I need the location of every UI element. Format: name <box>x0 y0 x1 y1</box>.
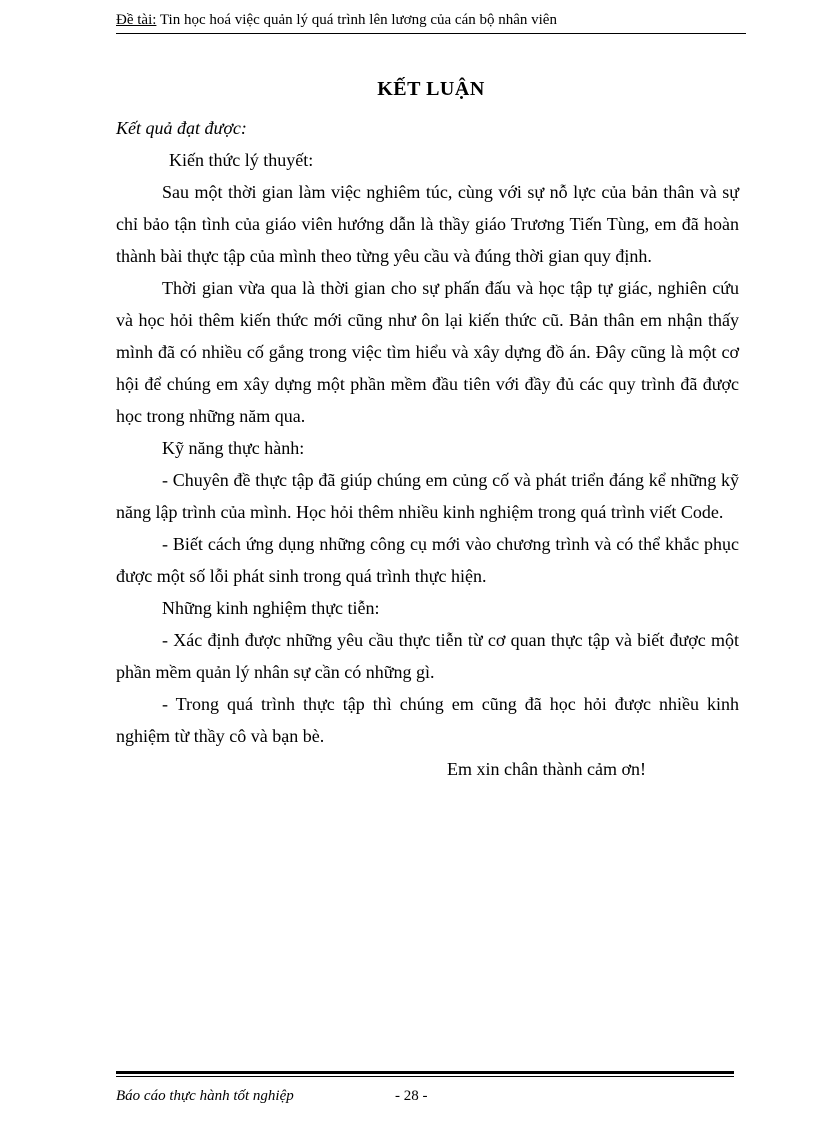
theory-heading: Kiến thức lý thuyết: <box>169 150 314 170</box>
header-topic: Tin học hoá việc quản lý quá trình lên lương của cán bộ nhân viên <box>156 12 557 28</box>
experience-paragraph-1: - Xác định được những yêu cầu thực tiễn từ cơ quan thực tập và biết được một phần mềm quản lý nhân sự cần có những gì. <box>116 630 739 682</box>
header-label: Đề tài: <box>116 12 157 28</box>
experience-paragraph-2: - Trong quá trình thực tập thì chúng em cũng đã học hỏi được nhiều kinh nghiệm từ thầy cô và bạn bè. <box>116 694 739 746</box>
theory-paragraph-1: Sau một thời gian làm việc nghiêm túc, cùng với sự nỗ lực của bản thân và sự chỉ bảo tận tình của giáo viên hướng dẫn là thầy giáo Trương Tiến Tùng, em đã hoàn thành bài thực tập của mình theo từng yêu cầu và đúng thời gian quy định. <box>116 182 739 266</box>
page-header <box>116 10 746 30</box>
skills-heading: Kỹ năng thực hành: <box>162 438 305 458</box>
header-rule <box>116 33 746 34</box>
skills-paragraph-1: - Chuyên đề thực tập đã giúp chúng em củng cố và phát triển đáng kể những kỹ năng lập trình của mình. Học hỏi thêm nhiều kinh nghiệm trong quá trình viết Code. <box>116 470 739 522</box>
footer-report-title: Báo cáo thực hành tốt nghiệp <box>116 1088 294 1104</box>
results-heading: Kết quả đạt được: <box>116 118 247 138</box>
skills-paragraph-2: - Biết cách ứng dụng những công cụ mới vào chương trình và có thể khắc phục được một số lỗi phát sinh trong quá trình thực hiện. <box>116 534 739 586</box>
experience-heading: Những kinh nghiệm thực tiễn: <box>162 598 380 618</box>
page-title: KẾT LUẬN <box>377 78 485 100</box>
page-footer <box>116 1086 734 1106</box>
page-number: - 28 - <box>395 1088 428 1104</box>
document-body <box>116 112 739 785</box>
footer-rule-thin <box>116 1076 734 1077</box>
theory-paragraph-2: Thời gian vừa qua là thời gian cho sự phấn đấu và học tập tự giác, nghiên cứu và học hỏi thêm kiến thức mới cũng như ôn lại kiến thức cũ. Bản thân em nhận thấy mình đã có nhiều cố gắng trong việc tìm hiểu và xây dựng đồ án. Đây cũng là một cơ hội để chúng em xây dựng một phần mềm đầu tiên với đầy đủ các quy trình đã được học trong những năm qua. <box>116 278 739 426</box>
closing-thanks: Em xin chân thành cảm ơn! <box>447 759 646 779</box>
footer-rule-thick <box>116 1071 734 1074</box>
